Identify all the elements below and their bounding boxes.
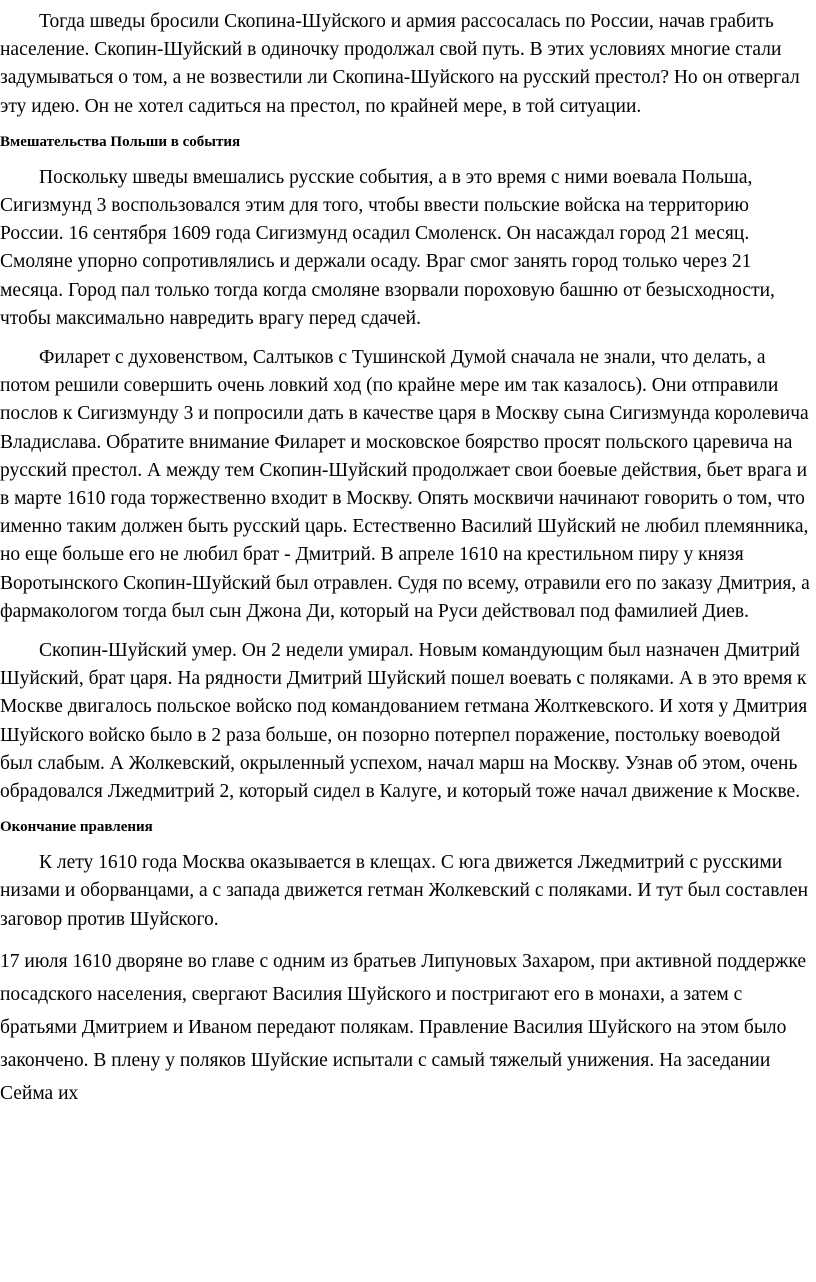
document-page [0,8,812,1121]
paragraph-filaret-embassy: Филарет с духовенством, Салтыков с Тушинской Думой сначала не знали, что делать, а потом решили совершить очень ловкий ход (по крайне мере им так казалось). Они отправили послов к Сигизмунду 3 и попросили дать в качестве царя в Москву сына Сигизмунда королевича Владислава. Обратите внимание Филарет и московское боярство просят польского царевича на русский престол. А между тем Скопин-Шуйский продолжает свои боевые действия, бьет врага и в марте 1610 года торжественно входит в Москву. Опять москвичи начинают говорить о том, что именно таким должен быть русский царь. Естественно Василий Шуйский не любил племянника, но еще больше его не любил брат - Дмитрий. В апреле 1610 на крестильном пиру у князя Воротынского Скопин-Шуйский был отравлен. Судя по всему, отравили его по заказу Дмитрия, а фармакологом тогда был сын Джона Ди, который на Руси действовал под фамилией Диев. [0,347,810,622]
paragraph-skopin-death: Скопин-Шуйский умер. Он 2 недели умирал. Новым командующим был назначен Дмитрий Шуйский, брат царя. На рядности Дмитрий Шуйский пошел воевать с поляками. А в это время к Москве двигалось польское войско под командованием гетмана Жолткевского. И хотя у Дмитрия Шуйского войско было в 2 раза больше, он позорно потерпел поражение, постольку воеводой был слабым. А Жолкевский, окрыленный успехом, начал марш на Москву. Узнав об этом, очень обрадовался Лжедмитрий 2, который сидел в Калуге, и который тоже начал движение к Москве. [0,640,808,803]
paragraph-moscow-pincer: К лету 1610 года Москва оказывается в клещах. С юга движется Лжедмитрий с русскими низами и оборванцами, а с запада движется гетман Жолкевский с поляками. И тут был составлен заговор против Шуйского. [0,852,809,930]
heading-poland-intervention: Вмешательства Польши в события [0,133,241,150]
paragraph-swedes-abandon: Тогда шведы бросили Скопина-Шуйского и армия рассосалась по России, начав грабить население. Скопин-Шуйский в одиночку продолжал свой путь. В этих условиях многие стали задумываться о том, а не возвестили ли Скопина-Шуйского на русский престол? Но он отвергал эту идею. Он не хотел садиться на престол, по крайней мере, в той ситуации. [0,11,800,117]
paragraph-shuisky-overthrow: 17 июля 1610 дворяне во главе с одним из братьев Липуновых Захаром, при активной поддержке посадского населения, свергают Василия Шуйского и постригают его в монахи, а затем с братьями Дмитрием и Иваном передают полякам. Правление Василия Шуйского на этом было закончено. В плену у поляков Шуйские испытали с самый тяжелый унижения. На заседании Сейма их [0,950,806,1104]
paragraph-siege-smolensk: Поскольку шведы вмешались русские события, а в это время с ними воевала Польша, Сигизмунд 3 воспользовался этим для того, чтобы ввести польские войска на территорию России. 16 сентября 1609 года Сигизмунд осадил Смоленск. Он насаждал город 21 месяц. Смоляне упорно сопротивлялись и держали осаду. Враг смог занять город только через 21 месяца. Город пал только тогда когда смоляне взорвали пороховую башню от безысходности, чтобы максимально навредить врагу перед сдачей. [0,166,775,329]
heading-end-of-reign: Окончание правления [0,819,153,836]
